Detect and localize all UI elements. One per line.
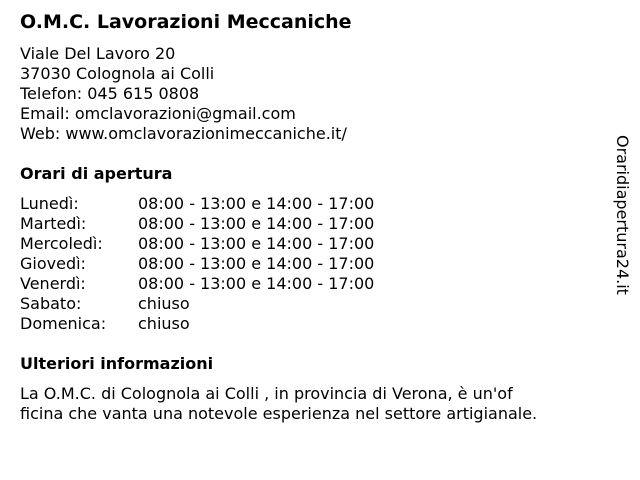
watermark: Oraridiapertura24.it — [613, 135, 632, 295]
day-label: Lunedì: — [20, 194, 79, 213]
hours-row-friday — [20, 274, 374, 294]
day-label: Venerdì: — [20, 274, 86, 293]
time-value: chiuso — [138, 294, 190, 313]
time-value: 08:00 - 13:00 e 14:00 - 17:00 — [138, 254, 375, 273]
hours-row-saturday — [20, 294, 374, 314]
time-value: chiuso — [138, 314, 190, 333]
hours-row-sunday — [20, 314, 374, 334]
info-description — [20, 384, 590, 424]
opening-hours-table — [20, 194, 374, 334]
hours-heading: Orari di apertura — [20, 164, 173, 183]
info-heading: Ulteriori informazioni — [20, 354, 214, 373]
street-address: Viale Del Lavoro 20 — [20, 44, 176, 63]
time-value: 08:00 - 13:00 e 14:00 - 17:00 — [138, 194, 375, 213]
time-value: 08:00 - 13:00 e 14:00 - 17:00 — [138, 214, 375, 233]
address-block — [20, 44, 347, 144]
hours-row-wednesday — [20, 234, 374, 254]
hours-row-monday — [20, 194, 374, 214]
city-address: 37030 Colognola ai Colli — [20, 64, 215, 83]
day-label: Martedì: — [20, 214, 87, 233]
day-label: Giovedì: — [20, 254, 86, 273]
hours-row-thursday — [20, 254, 374, 274]
hours-row-tuesday — [20, 214, 374, 234]
day-label: Domenica: — [20, 314, 107, 333]
info-line: La O.M.C. di Colognola ai Colli , in provincia di Verona, è un'of — [20, 384, 513, 403]
time-value: 08:00 - 13:00 e 14:00 - 17:00 — [138, 274, 375, 293]
day-label: Mercoledì: — [20, 234, 103, 253]
time-value: 08:00 - 13:00 e 14:00 - 17:00 — [138, 234, 375, 253]
email-address: Email: omclavorazioni@gmail.com — [20, 104, 296, 123]
phone-number: Telefon: 045 615 0808 — [20, 84, 200, 103]
website: Web: www.omclavorazionimeccaniche.it/ — [20, 124, 347, 143]
business-name: O.M.C. Lavorazioni Meccaniche — [20, 11, 352, 33]
info-line: ficina che vanta una notevole esperienza nel settore artigianale. — [20, 404, 538, 423]
day-label: Sabato: — [20, 294, 82, 313]
